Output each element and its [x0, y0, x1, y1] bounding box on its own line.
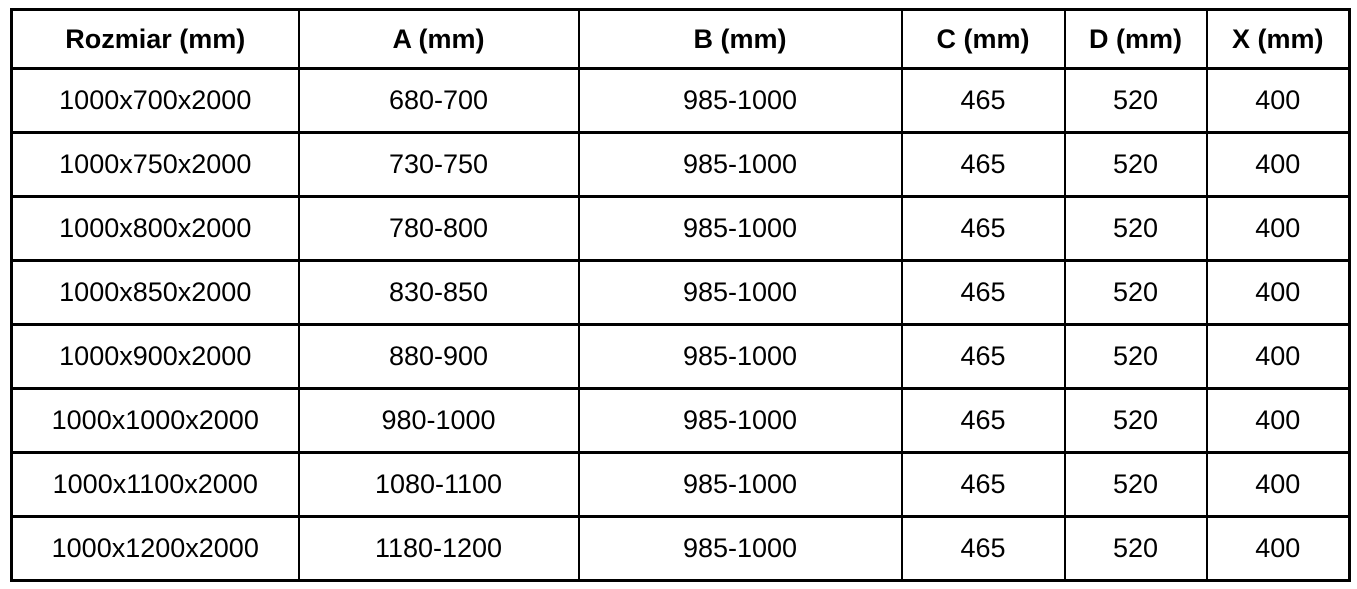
table-cell: 465 [902, 389, 1065, 453]
table-cell: 465 [902, 261, 1065, 325]
table-header [12, 10, 1350, 69]
table-cell: 1000x1000x2000 [12, 389, 299, 453]
table-row [12, 69, 1350, 133]
table-cell: 465 [902, 133, 1065, 197]
table-cell: 400 [1207, 133, 1350, 197]
table-cell: 465 [902, 325, 1065, 389]
table-cell: 985-1000 [579, 261, 902, 325]
table-body [12, 69, 1350, 581]
table-cell: 985-1000 [579, 325, 902, 389]
table-cell: 985-1000 [579, 453, 902, 517]
col-header-x: X (mm) [1207, 10, 1350, 69]
table-cell: 520 [1065, 133, 1207, 197]
table-row [12, 133, 1350, 197]
table-cell: 1000x900x2000 [12, 325, 299, 389]
table-cell: 985-1000 [579, 69, 902, 133]
table-cell: 520 [1065, 389, 1207, 453]
table-cell: 520 [1065, 325, 1207, 389]
table-row [12, 389, 1350, 453]
table-cell: 520 [1065, 69, 1207, 133]
table-cell: 830-850 [299, 261, 579, 325]
col-header-b: B (mm) [579, 10, 902, 69]
table-cell: 780-800 [299, 197, 579, 261]
header-row [12, 10, 1350, 69]
table-cell: 520 [1065, 197, 1207, 261]
table-cell: 985-1000 [579, 517, 902, 581]
table-row [12, 517, 1350, 581]
table-cell: 400 [1207, 69, 1350, 133]
col-header-a: A (mm) [299, 10, 579, 69]
table-row [12, 261, 1350, 325]
table-cell: 1080-1100 [299, 453, 579, 517]
table-cell: 985-1000 [579, 389, 902, 453]
table-cell: 465 [902, 453, 1065, 517]
table-row [12, 197, 1350, 261]
table-cell: 400 [1207, 261, 1350, 325]
table-cell: 400 [1207, 389, 1350, 453]
table-cell: 400 [1207, 197, 1350, 261]
table-cell: 400 [1207, 453, 1350, 517]
table-cell: 400 [1207, 517, 1350, 581]
table-row [12, 325, 1350, 389]
table-cell: 680-700 [299, 69, 579, 133]
table-cell: 465 [902, 197, 1065, 261]
table-cell: 1000x1100x2000 [12, 453, 299, 517]
table-cell: 1000x800x2000 [12, 197, 299, 261]
table-cell: 520 [1065, 517, 1207, 581]
table-cell: 730-750 [299, 133, 579, 197]
table-cell: 985-1000 [579, 197, 902, 261]
table-cell: 880-900 [299, 325, 579, 389]
col-header-rozmiar: Rozmiar (mm) [12, 10, 299, 69]
table-cell: 465 [902, 517, 1065, 581]
table-cell: 465 [902, 69, 1065, 133]
table-cell: 520 [1065, 261, 1207, 325]
col-header-c: C (mm) [902, 10, 1065, 69]
table-cell: 1000x750x2000 [12, 133, 299, 197]
table-cell: 520 [1065, 453, 1207, 517]
table-cell: 400 [1207, 325, 1350, 389]
size-spec-table [10, 8, 1351, 582]
table-cell: 980-1000 [299, 389, 579, 453]
table-cell: 985-1000 [579, 133, 902, 197]
col-header-d: D (mm) [1065, 10, 1207, 69]
table-cell: 1000x700x2000 [12, 69, 299, 133]
table-cell: 1000x1200x2000 [12, 517, 299, 581]
table-row [12, 453, 1350, 517]
table-cell: 1180-1200 [299, 517, 579, 581]
table-cell: 1000x850x2000 [12, 261, 299, 325]
